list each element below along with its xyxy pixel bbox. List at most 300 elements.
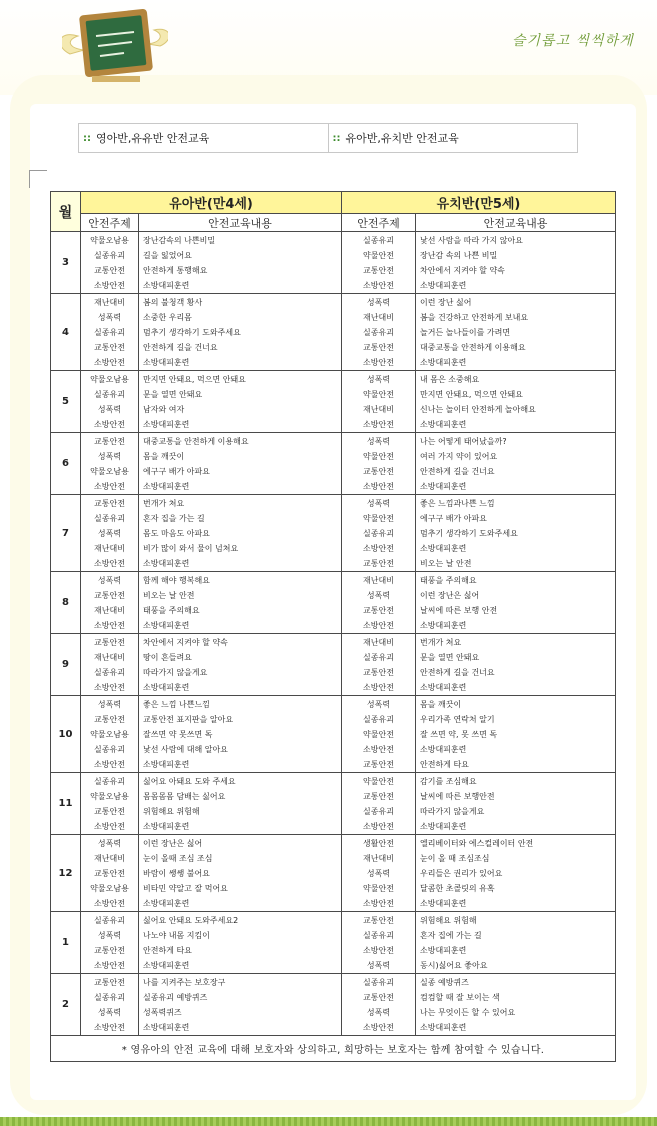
lesson-item: 몸을 깨끗이: [143, 452, 185, 461]
safety-topic: 교통안전: [94, 715, 125, 724]
safety-topic: 약물오남용: [90, 792, 129, 801]
topic-cell: [342, 232, 416, 294]
safety-topic: 재난대비: [363, 313, 394, 322]
safety-topic: 재난대비: [363, 854, 394, 863]
lesson-item: 소방대피훈련: [143, 621, 190, 630]
lesson-item: 혼자 집을 가는 길: [143, 514, 205, 523]
month-cell: 1: [51, 912, 81, 974]
lesson-item: 바람이 쌩쌩 불어요: [143, 869, 210, 878]
lesson-item: 소방대피훈련: [143, 358, 190, 367]
safety-topic: 교통안전: [94, 437, 125, 446]
safety-topic: 성폭력: [366, 700, 391, 709]
lesson-item: 눈이 올때 조심 조심: [143, 854, 213, 863]
content-cell: [416, 696, 616, 773]
safety-topic: 성폭력: [366, 591, 391, 600]
lesson-item: 엘리베이터와 에스컬레이터 안전: [420, 839, 534, 848]
lesson-item: 태풍을 주의해요: [143, 606, 200, 615]
safety-topic: 소방안전: [94, 899, 125, 908]
safety-topic: 소방안전: [94, 281, 125, 290]
lesson-item: 소방대피훈련: [143, 281, 190, 290]
lesson-item: 소방대피훈련: [420, 899, 467, 908]
safety-topic: 성폭력: [97, 931, 122, 940]
safety-topic: 재난대비: [94, 606, 125, 615]
lesson-item: 여러 가지 약이 있어요: [420, 452, 498, 461]
lesson-item: 소방대피훈련: [420, 621, 467, 630]
lesson-item: 봄의 불청객 황사: [143, 298, 203, 307]
content-cell: [416, 835, 616, 912]
safety-topic: 교통안전: [363, 916, 394, 925]
lesson-item: 만지면 안돼요, 먹으면 안돼요: [420, 390, 523, 399]
lesson-item: 날씨에 따른 보행 안전: [420, 606, 498, 615]
safety-topic: 약물오남용: [90, 236, 129, 245]
tab-preschool-safety[interactable]: [328, 124, 578, 152]
safety-topic: 실종유괴: [363, 236, 394, 245]
lesson-item: 안전하게 길을 건너요: [143, 343, 218, 352]
lesson-item: 안전하게 타요: [420, 760, 469, 769]
safety-topic: 약물안전: [363, 777, 394, 786]
safety-topic: 교통안전: [363, 993, 394, 1002]
lesson-item: 실종유괴 예방퀴즈: [143, 993, 208, 1002]
table-row: [51, 912, 616, 974]
topic-cell: [81, 294, 139, 371]
content-cell: [416, 371, 616, 433]
topic-cell: [342, 912, 416, 974]
lesson-item: 차안에서 지켜야 할 약속: [143, 638, 228, 647]
lesson-item: 소방대피훈련: [143, 683, 190, 692]
safety-topic: 교통안전: [363, 559, 394, 568]
content-cell: [139, 232, 342, 294]
safety-topic: 소방안전: [363, 281, 394, 290]
table-row: [51, 974, 616, 1036]
topic-cell: [342, 634, 416, 696]
lesson-item: 신나는 놀이터 안전하게 놀아해요: [420, 405, 536, 414]
safety-topic: 소방안전: [94, 420, 125, 429]
safety-topic: 성폭력: [97, 839, 122, 848]
lesson-item: 실종 예방퀴즈: [420, 978, 469, 987]
lesson-item: 소방대피훈련: [143, 822, 190, 831]
lesson-item: 따라가지 않을게요: [143, 668, 208, 677]
safety-topic: 성폭력: [97, 700, 122, 709]
safety-topic: 실종유괴: [94, 328, 125, 337]
lesson-item: 안전하게 길을 건너요: [420, 467, 495, 476]
lesson-item: 소방대피훈련: [420, 281, 467, 290]
lesson-item: 혼자 집에 가는 길: [420, 931, 482, 940]
safety-topic: 성폭력: [366, 375, 391, 384]
lesson-item: 태풍을 주의해요: [420, 576, 477, 585]
month-cell: 12: [51, 835, 81, 912]
lesson-item: 우리가족 연락처 알기: [420, 715, 495, 724]
topic-cell: [342, 773, 416, 835]
safety-topic: 약물안전: [363, 884, 394, 893]
lesson-item: 소방대피훈련: [420, 482, 467, 491]
table-row: [51, 294, 616, 371]
topic-cell: [81, 835, 139, 912]
lesson-item: 차안에서 지켜야 할 약속: [420, 266, 505, 275]
safety-topic: 교통안전: [94, 343, 125, 352]
topic-cell: [81, 773, 139, 835]
content-cell: [416, 634, 616, 696]
lesson-item: 내 몸은 소중해요: [420, 375, 480, 384]
lesson-item: 비오는 날 안전: [143, 591, 195, 600]
table-row: [51, 495, 616, 572]
safety-topic: 교통안전: [94, 638, 125, 647]
lesson-item: 소방대피훈련: [143, 1023, 190, 1032]
lesson-item: 에구구 배가 아파요: [420, 514, 487, 523]
safety-topic: 교통안전: [363, 343, 394, 352]
content-cell: [139, 773, 342, 835]
lesson-item: 문을 열면 안돼요: [420, 653, 480, 662]
safety-topic: 실종유괴: [94, 745, 125, 754]
lesson-item: 대중교통을 안전하게 이용해요: [143, 437, 249, 446]
content-cell: [416, 974, 616, 1036]
safety-topic: 소방안전: [363, 683, 394, 692]
content-cell: [139, 696, 342, 773]
lesson-item: 비타민 약알고 잘 먹어요: [143, 884, 228, 893]
safety-topic: 소방안전: [94, 559, 125, 568]
safety-topic: 성폭력: [97, 576, 122, 585]
table-row: [51, 371, 616, 433]
content-cell: [139, 294, 342, 371]
safety-topic: 교통안전: [363, 760, 394, 769]
safety-topic: 실종유괴: [363, 529, 394, 538]
lesson-item: 멈추기 생각하기 도와주세요: [143, 328, 241, 337]
safety-topic: 성폭력: [366, 298, 391, 307]
month-header: 월: [51, 192, 81, 232]
content-cell: [416, 572, 616, 634]
lesson-item: 길을 잃었어요: [143, 251, 192, 260]
lesson-item: 비가 많이 와서 물이 넘쳐요: [143, 544, 239, 553]
lesson-item: 나는 어떻게 태어났을까?: [420, 437, 507, 446]
safety-topic: 성폭력: [97, 1008, 122, 1017]
safety-topic: 실종유괴: [94, 916, 125, 925]
lesson-item: 땅이 흔들려요: [143, 653, 192, 662]
content-cell: [139, 634, 342, 696]
lesson-item: 잘쓰면 약 못쓰면 독: [143, 730, 213, 739]
lesson-item: 소방대피훈련: [420, 822, 467, 831]
lesson-item: 소방대피훈련: [420, 946, 467, 955]
lesson-item: 번개가 쳐요: [420, 638, 462, 647]
safety-topic: 약물안전: [363, 390, 394, 399]
footnote: * 영유아의 안전 교육에 대해 보호자와 상의하고, 희망하는 보호자는 함께 참여할 수 있습니다.: [51, 1036, 616, 1062]
topic-cell: [81, 634, 139, 696]
safety-schedule-table: [50, 191, 616, 1062]
safety-topic: 소방안전: [94, 621, 125, 630]
lesson-item: 싫어요 안돼요 도와주세요2: [143, 916, 239, 925]
content-header: 안전교육내용: [139, 214, 342, 232]
slogan: 슬기롭고 씩씩하게: [512, 33, 634, 49]
content-cell: [416, 495, 616, 572]
safety-topic: 소방안전: [363, 482, 394, 491]
safety-topic: 교통안전: [363, 668, 394, 677]
content-cell: [416, 773, 616, 835]
safety-topic: 소방안전: [94, 683, 125, 692]
lesson-item: 좋은 느낌과나쁜 느낌: [420, 499, 495, 508]
lesson-item: 에구구 배가 아파요: [143, 467, 210, 476]
lesson-item: 소방대피훈련: [143, 760, 190, 769]
lesson-item: 우리들은 권리가 있어요: [420, 869, 503, 878]
content-cell: [139, 433, 342, 495]
safety-topic: 실종유괴: [94, 777, 125, 786]
safety-topic: 소방안전: [94, 1023, 125, 1032]
lesson-item: 날씨에 따른 보행안전: [420, 792, 495, 801]
safety-topic: 약물오남용: [90, 884, 129, 893]
lesson-item: 함께 해야 행복해요: [143, 576, 210, 585]
group-header-age4: 유아반(만4세): [81, 192, 342, 214]
bullet-icon: ::: [83, 132, 91, 144]
safety-topic: 재난대비: [363, 576, 394, 585]
safety-topic: 실종유괴: [363, 715, 394, 724]
safety-topic: 교통안전: [363, 467, 394, 476]
safety-topic: 소방안전: [363, 745, 394, 754]
safety-topic: 소방안전: [94, 358, 125, 367]
safety-topic: 실종유괴: [94, 251, 125, 260]
lesson-item: 컴컴할 때 잘 보이는 색: [420, 993, 500, 1002]
topic-cell: [81, 696, 139, 773]
lesson-item: 이런 장난 싫어: [420, 298, 472, 307]
lesson-item: 소방대피훈련: [420, 420, 467, 429]
safety-topic: 소방안전: [363, 946, 394, 955]
lesson-item: 멈추기 생각하기 도와주세요: [420, 529, 518, 538]
month-cell: 11: [51, 773, 81, 835]
lesson-item: 감기를 조심해요: [420, 777, 477, 786]
topic-cell: [342, 495, 416, 572]
topic-cell: [342, 371, 416, 433]
safety-topic: 소방안전: [94, 760, 125, 769]
group-header-age5: 유치반(만5세): [342, 192, 616, 214]
safety-topic: 소방안전: [94, 961, 125, 970]
lesson-item: 몸을 깨끗이: [420, 700, 462, 709]
safety-topic: 실종유괴: [363, 807, 394, 816]
safety-topic: 교통안전: [363, 266, 394, 275]
safety-topic: 실종유괴: [363, 978, 394, 987]
lesson-item: 문을 열면 안돼요: [143, 390, 203, 399]
safety-topic: 성폭력: [366, 961, 391, 970]
safety-topic: 소방안전: [363, 358, 394, 367]
content-cell: [416, 232, 616, 294]
safety-topic: 약물안전: [363, 514, 394, 523]
lesson-item: 장난감 속의 나쁜 비밀: [420, 251, 498, 260]
topic-header: 안전주제: [342, 214, 416, 232]
safety-topic: 재난대비: [363, 638, 394, 647]
safety-topic: 교통안전: [363, 606, 394, 615]
lesson-item: 소방대피훈련: [143, 482, 190, 491]
lesson-item: 소방대피훈련: [143, 559, 190, 568]
table-row: [51, 835, 616, 912]
footer-stripe: [0, 1117, 657, 1126]
table-row: [51, 634, 616, 696]
lesson-item: 소방대피훈련: [420, 745, 467, 754]
tab-bar: [78, 123, 578, 153]
safety-topic: 약물오남용: [90, 467, 129, 476]
safety-topic: 교통안전: [94, 946, 125, 955]
safety-topic: 소방안전: [94, 482, 125, 491]
safety-topic: 실종유괴: [94, 993, 125, 1002]
lesson-item: 소방대피훈련: [420, 1023, 467, 1032]
topic-cell: [81, 572, 139, 634]
month-cell: 7: [51, 495, 81, 572]
safety-topic: 성폭력: [97, 405, 122, 414]
topic-cell: [342, 294, 416, 371]
safety-topic: 재난대비: [363, 405, 394, 414]
lesson-item: 나노야 내몸 지킴이: [143, 931, 210, 940]
lesson-item: 달콤한 초콜릿의 유혹: [420, 884, 495, 893]
table-row: [51, 433, 616, 495]
lesson-item: 성폭력퀴즈: [143, 1008, 182, 1017]
safety-topic: 약물안전: [363, 730, 394, 739]
topic-cell: [81, 371, 139, 433]
safety-topic: 실종유괴: [363, 328, 394, 337]
content-cell: [139, 974, 342, 1036]
safety-topic: 실종유괴: [94, 390, 125, 399]
tab-infant-safety[interactable]: [79, 124, 328, 152]
safety-topic: 교통안전: [94, 499, 125, 508]
content-cell: [139, 495, 342, 572]
month-cell: 10: [51, 696, 81, 773]
lesson-item: 안전하게 길을 건너요: [420, 668, 495, 677]
month-cell: 8: [51, 572, 81, 634]
safety-topic: 교통안전: [94, 591, 125, 600]
month-cell: 9: [51, 634, 81, 696]
content-cell: [139, 572, 342, 634]
table-row: [51, 232, 616, 294]
month-cell: 6: [51, 433, 81, 495]
safety-topic: 소방안전: [363, 544, 394, 553]
lesson-item: 나는 무엇이든 할 수 있어요: [420, 1008, 516, 1017]
month-cell: 3: [51, 232, 81, 294]
lesson-item: 몸몸몸몸 담배는 싫어요: [143, 792, 226, 801]
tab-label: 영아반,유유반 안전교육: [96, 132, 210, 145]
lesson-item: 소방대피훈련: [143, 961, 190, 970]
safety-topic: 소방안전: [363, 899, 394, 908]
table-row: [51, 773, 616, 835]
lesson-item: 따라가지 않을게요: [420, 807, 485, 816]
lesson-item: 이런 장난은 싫어: [420, 591, 480, 600]
safety-topic: 성폭력: [366, 499, 391, 508]
chalkboard-logo-icon: [62, 6, 168, 90]
safety-topic: 실종유괴: [94, 514, 125, 523]
lesson-item: 소방대피훈련: [143, 899, 190, 908]
safety-topic: 약물안전: [363, 452, 394, 461]
lesson-item: 봄을 건강하고 안전하게 보내요: [420, 313, 529, 322]
lesson-item: 소방대피훈련: [420, 544, 467, 553]
lesson-item: 위험해요 위험해: [420, 916, 477, 925]
safety-topic: 교통안전: [94, 807, 125, 816]
tab-label: 유아반,유치반 안전교육: [345, 132, 459, 145]
lesson-item: 위험해요 위험해: [143, 807, 200, 816]
lesson-item: 안전하게 통행해요: [143, 266, 208, 275]
corner-decoration: [29, 170, 47, 188]
safety-topic: 재난대비: [94, 544, 125, 553]
lesson-item: 놀거든 놀나들이를 가려면: [420, 328, 511, 337]
content-cell: [416, 294, 616, 371]
safety-topic: 실종유괴: [363, 653, 394, 662]
topic-cell: [342, 696, 416, 773]
topic-cell: [81, 912, 139, 974]
content-header: 안전교육내용: [416, 214, 616, 232]
safety-topic: 교통안전: [94, 869, 125, 878]
safety-topic: 소방안전: [363, 1023, 394, 1032]
safety-topic: 약물오남용: [90, 730, 129, 739]
month-cell: 5: [51, 371, 81, 433]
safety-topic: 소방안전: [363, 621, 394, 630]
lesson-item: 동시)싫어요 좋아요: [420, 961, 488, 970]
safety-topic: 실종유괴: [94, 668, 125, 677]
safety-topic: 성폭력: [366, 1008, 391, 1017]
topic-cell: [342, 433, 416, 495]
month-cell: 2: [51, 974, 81, 1036]
lesson-item: 몸도 마음도 아파요: [143, 529, 210, 538]
safety-topic: 성폭력: [97, 313, 122, 322]
table-row: [51, 572, 616, 634]
safety-topic: 성폭력: [97, 529, 122, 538]
lesson-item: 소중한 우리몸: [143, 313, 192, 322]
bullet-icon: ::: [332, 132, 341, 144]
safety-topic: 교통안전: [94, 978, 125, 987]
lesson-item: 눈이 올 때 조심조심: [420, 854, 490, 863]
topic-cell: [81, 974, 139, 1036]
content-cell: [139, 835, 342, 912]
lesson-item: 대중교통을 안전하게 이용해요: [420, 343, 526, 352]
lesson-item: 이런 장난은 싫어: [143, 839, 203, 848]
lesson-item: 나를 지켜주는 보호장구: [143, 978, 226, 987]
safety-topic: 교통안전: [363, 792, 394, 801]
topic-cell: [81, 495, 139, 572]
month-cell: 4: [51, 294, 81, 371]
table-row: [51, 696, 616, 773]
safety-topic: 약물오남용: [90, 375, 129, 384]
topic-cell: [342, 835, 416, 912]
content-cell: [139, 912, 342, 974]
lesson-item: 장난감속의 나쁜비밀: [143, 236, 216, 245]
lesson-item: 비오는 날 안전: [420, 559, 472, 568]
safety-topic: 교통안전: [94, 266, 125, 275]
topic-cell: [81, 232, 139, 294]
topic-cell: [342, 974, 416, 1036]
safety-topic: 소방안전: [363, 822, 394, 831]
topic-cell: [342, 572, 416, 634]
lesson-item: 소방대피훈련: [420, 358, 467, 367]
safety-topic: 성폭력: [366, 869, 391, 878]
lesson-item: 교통안전 표지판을 알아요: [143, 715, 234, 724]
safety-topic: 재난대비: [94, 854, 125, 863]
topic-header: 안전주제: [81, 214, 139, 232]
lesson-item: 낯선 사람에 대해 알아요: [143, 745, 228, 754]
safety-topic: 성폭력: [366, 437, 391, 446]
topic-cell: [81, 433, 139, 495]
lesson-item: 안전하게 타요: [143, 946, 192, 955]
safety-topic: 성폭력: [97, 452, 122, 461]
content-cell: [139, 371, 342, 433]
lesson-item: 만지면 안돼요, 먹으면 안돼요: [143, 375, 246, 384]
lesson-item: 좋은 느낌 나쁜느낌: [143, 700, 210, 709]
safety-topic: 재난대비: [94, 298, 125, 307]
lesson-item: 소방대피훈련: [420, 683, 467, 692]
safety-topic: 소방안전: [363, 420, 394, 429]
lesson-item: 남자와 여자: [143, 405, 185, 414]
content-cell: [416, 433, 616, 495]
safety-topic: 소방안전: [94, 822, 125, 831]
safety-topic: 실종유괴: [363, 931, 394, 940]
content-cell: [416, 912, 616, 974]
lesson-item: 번개가 쳐요: [143, 499, 185, 508]
lesson-item: 소방대피훈련: [143, 420, 190, 429]
safety-topic: 재난대비: [94, 653, 125, 662]
lesson-item: 낯선 사람을 따라 가지 않아요: [420, 236, 523, 245]
lesson-item: 잘 쓰면 약, 못 쓰면 독: [420, 730, 498, 739]
safety-topic: 약물안전: [363, 251, 394, 260]
safety-topic: 생활안전: [363, 839, 394, 848]
lesson-item: 싫어요 아돼요 도와 주세요: [143, 777, 236, 786]
